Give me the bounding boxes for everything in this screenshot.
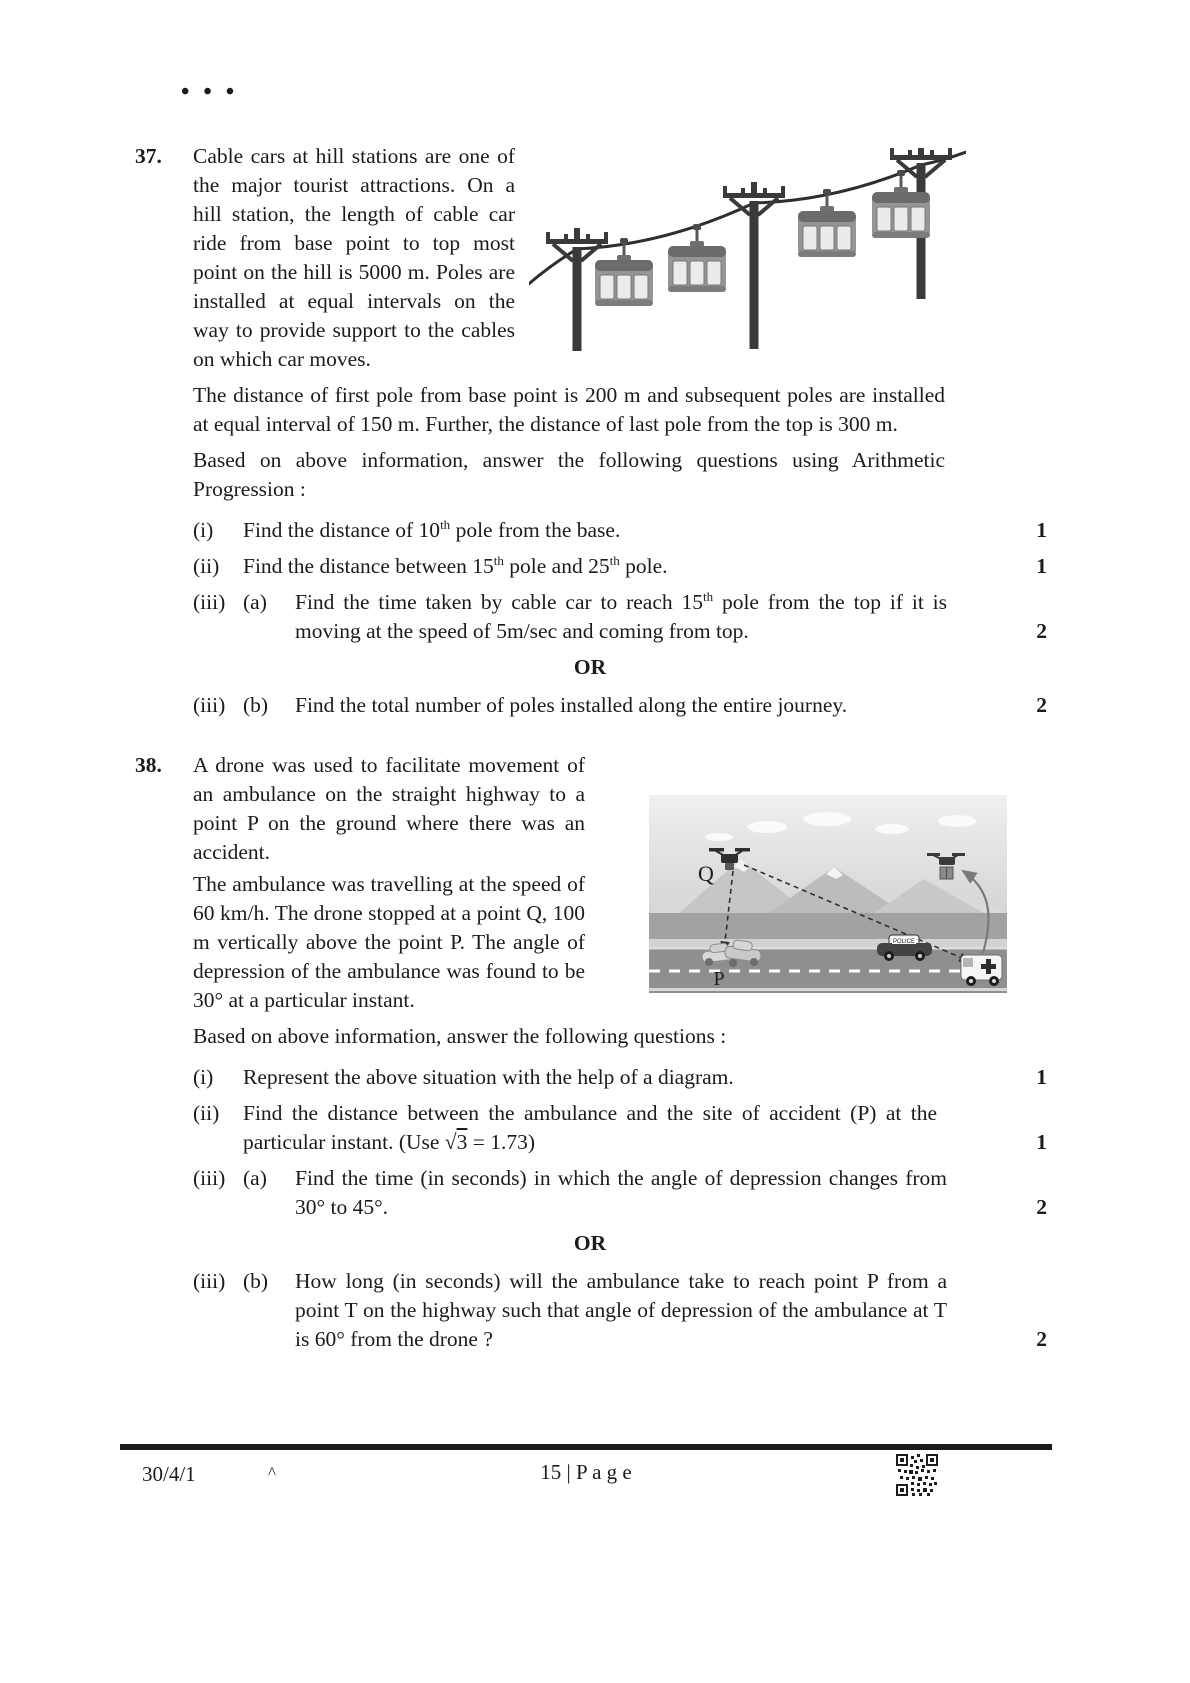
- qr-code: [896, 1454, 938, 1496]
- question-38-sub-iii-b: [193, 1267, 1047, 1354]
- question-37-intro-text: Cable cars at hill stations are one of the major tourist attractions. On a hill station, the length of cable car ride from base point to top most point on the hill is 5000 m. Poles are installed at equal intervals on the way to provide support to the cables on which car moves.: [193, 144, 515, 371]
- question-38-intro-paragraph-1: A drone was used to facilitate movement of an ambulance on the straight highway to a point P on the ground where there was an accident.: [193, 753, 585, 864]
- support-pole-icon: [723, 182, 785, 349]
- cable-car-figure: [529, 148, 966, 354]
- question-37-or-separator: OR: [573, 655, 607, 679]
- sub-text: Find the distance between 15th pole and 25th pole.: [243, 552, 668, 578]
- shoulder-band: [649, 939, 1007, 947]
- drone-ambulance-figure: [649, 795, 1007, 993]
- page-number-label: 15 | P a g e: [540, 1460, 632, 1484]
- page-content: [135, 128, 1047, 1361]
- sub-letter: (b): [243, 693, 269, 717]
- sub-letter: (b): [243, 1269, 269, 1293]
- question-38: [135, 751, 1047, 1361]
- marks-value: 1: [1036, 518, 1047, 542]
- sub-number: (iii): [193, 1269, 226, 1293]
- sub-number: (iii): [193, 693, 226, 717]
- question-37-number: 37.: [135, 144, 162, 168]
- question-38-sub-ii: [193, 1099, 1047, 1157]
- question-37-sub-iii-a: [193, 588, 1047, 646]
- caret-mark: ^: [268, 1463, 276, 1482]
- question-37: [135, 142, 1047, 727]
- question-37-based-paragraph: Based on above information, answer the following questions using Arithmetic Progression :: [193, 448, 945, 501]
- question-38-or-separator: OR: [573, 1231, 607, 1255]
- point-p-label: P: [713, 968, 725, 990]
- question-38-intro-paragraph-2: The ambulance was travelling at the speed of 60 km/h. The drone stopped at a point Q, 100 m vertically above the point P. The angle of depression of the ambulance was found to be 30° at a particular instant.: [193, 872, 585, 1012]
- question-37-body: [193, 142, 1047, 727]
- question-38-number: 38.: [135, 753, 162, 777]
- sub-text: Represent the above situation with the help of a diagram.: [243, 1065, 734, 1089]
- cable-car-icon: [668, 224, 726, 292]
- footer-row: [120, 1450, 1052, 1510]
- marks-value: 2: [1036, 619, 1047, 643]
- question-37-sub-i: [193, 516, 1047, 545]
- marks-value: 2: [1036, 1195, 1047, 1219]
- paper-code: 30/4/1: [142, 1462, 196, 1486]
- page-footer: [120, 1444, 1052, 1510]
- question-38-intro-row: [193, 751, 1047, 1015]
- sub-text: How long (in seconds) will the ambulance take to reach point P from a point T on the highway such that angle of depression of the ambulance at T is 60° from the drone ?: [295, 1269, 947, 1351]
- question-38-intro-text: [193, 751, 585, 1015]
- sub-text: Find the time taken by cable car to reach 15th pole from the top if it is moving at the speed of 5m/sec and coming from top.: [295, 588, 948, 643]
- marks-value: 1: [1036, 1065, 1047, 1089]
- sub-number: (ii): [193, 1101, 220, 1125]
- sub-number: (iii): [193, 590, 226, 614]
- question-37-sub-ii: [193, 552, 1047, 581]
- point-q-label: Q: [698, 861, 714, 886]
- page-continuation-dots: • • •: [181, 79, 239, 105]
- question-37-distance-paragraph: The distance of first pole from base point is 200 m and subsequent poles are installed at equal interval of 150 m. Further, the distance of last pole from the top is 300 m.: [193, 383, 945, 436]
- question-38-body: [193, 751, 1047, 1361]
- marks-value: 2: [1036, 1327, 1047, 1351]
- question-38-sub-i: [193, 1063, 1047, 1092]
- sub-text: Find the total number of poles installed along the entire journey.: [295, 693, 848, 717]
- sub-number: (iii): [193, 1166, 226, 1190]
- sub-number: (ii): [193, 554, 220, 578]
- radical-sign: √: [444, 1130, 457, 1154]
- water-band: [649, 913, 1007, 939]
- marks-value: 1: [1036, 1130, 1047, 1154]
- marks-value: 2: [1036, 693, 1047, 717]
- sub-text: Find the time (in seconds) in which the angle of depression changes from 30° to 45°.: [295, 1166, 947, 1219]
- question-37-subquestions: [193, 516, 1047, 720]
- question-38-sub-iii-a: [193, 1164, 1047, 1222]
- question-37-sub-iii-b: [193, 691, 1047, 720]
- question-38-based-paragraph: Based on above information, answer the following questions :: [193, 1024, 727, 1048]
- question-37-intro-row: [193, 142, 1047, 374]
- sub-letter: (a): [243, 590, 267, 614]
- question-38-subquestions: [193, 1063, 1047, 1354]
- sub-letter: (a): [243, 1166, 267, 1190]
- sub-text: Find the distance of 10th pole from the base.: [243, 516, 621, 542]
- sub-number: (i): [193, 1065, 214, 1089]
- police-label: POLICE: [892, 939, 916, 945]
- radicand: 3: [456, 1130, 468, 1154]
- marks-value: 1: [1036, 554, 1047, 578]
- sub-number: (i): [193, 518, 214, 542]
- sub-text: Find the distance between the ambulance and the site of accident (P) at the particular instant. (Use √3 = 1.73): [243, 1101, 937, 1154]
